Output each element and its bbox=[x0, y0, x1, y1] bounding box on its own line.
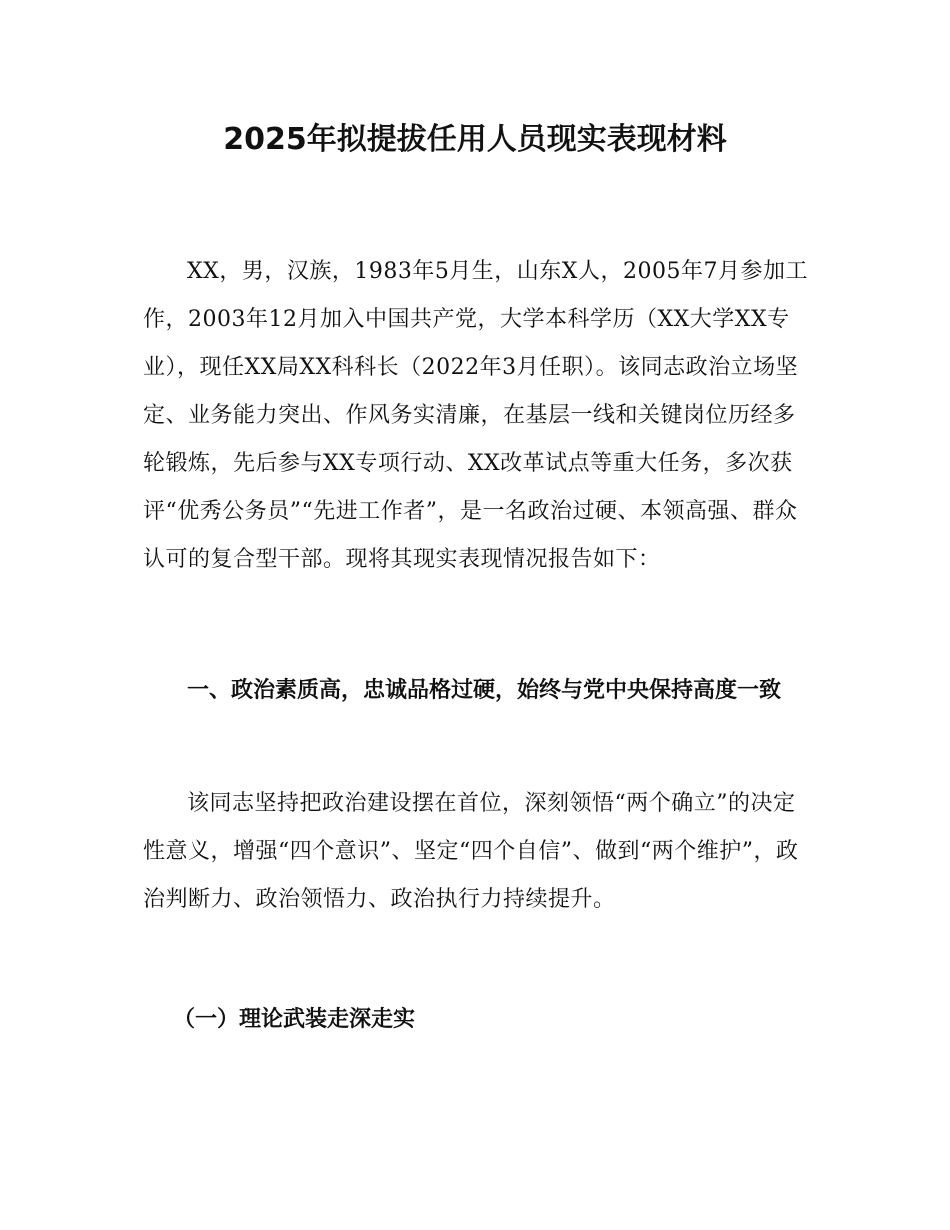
section-heading-1: 一、政治素质高，忠诚品格过硬，始终与党中央保持高度一致 bbox=[187, 678, 782, 703]
document-title: 2025年拟提拔任用人员现实表现材料 bbox=[223, 122, 727, 157]
section-1-paragraph: 该同志坚持把政治建设摆在首位，深刻领悟“两个确立”的决定性意义，增强“四个意识”、坚定“四个自信”、做到“两个维护”，政治判断力、政治领悟力、政治执行力持续提升。 bbox=[143, 791, 799, 912]
subsection-heading-1: （一）理论武装走深走实 bbox=[173, 1006, 416, 1032]
intro-paragraph: XX，男，汉族，1983年5月生，山东X人，2005年7月参加工作，2003年12月加入中国共产党，大学本科学历（XX大学XX专业），现任XX局XX科科长（2022年3月任职）。该同志政治立场坚定、业务能力突出、作风务实清廉，在基层一线和关键岗位历经多轮锻炼，先后参与XX专项行动、XX改革试点等重大任务，多次获评“优秀公务员”“先进工作者”，是一名政治过硬、本领高强、群众认可的复合型干部。现将其现实表现情况报告如下： bbox=[143, 259, 808, 572]
